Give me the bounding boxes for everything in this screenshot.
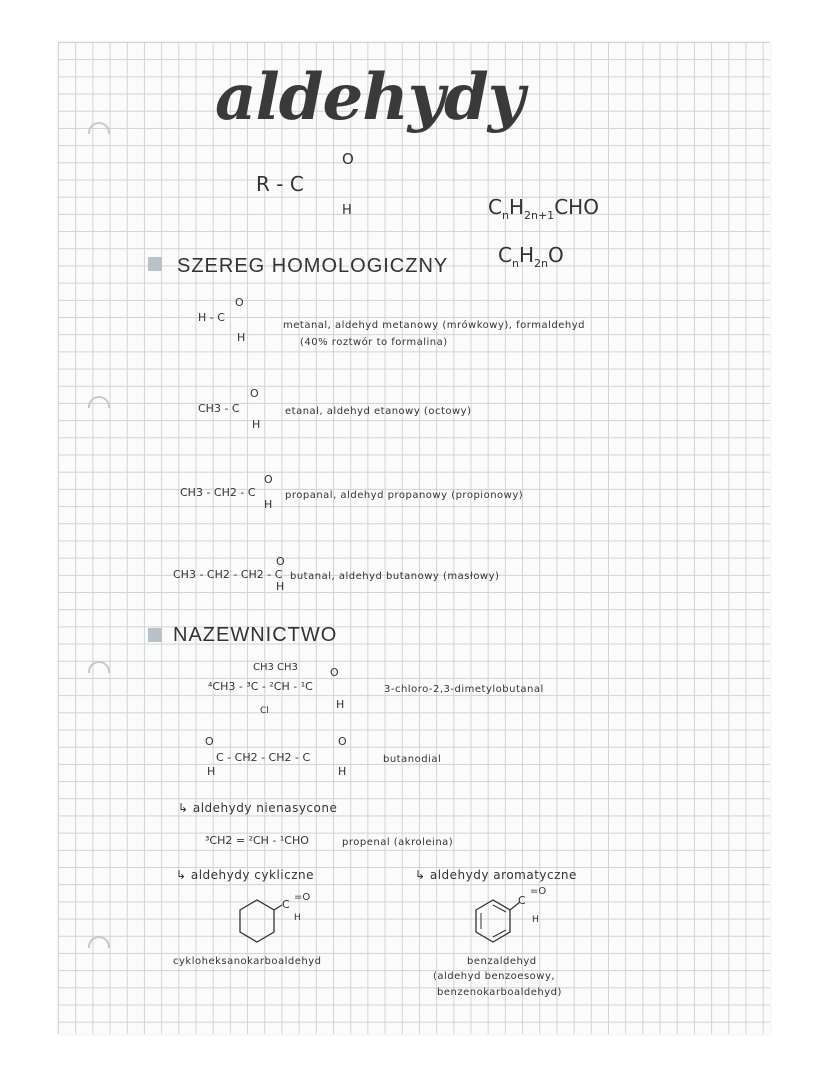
hydrogen: H [276,580,285,593]
compound-name: butanal, aldehyd butanowy (masłowy) [290,571,500,582]
substituent-groups: CH3 CH3 [253,662,298,673]
benzene-ring-drawing [468,882,548,957]
compound-name: cykloheksanokarboaldehyd [173,956,322,967]
structural-formula: ⁴CH3 - ³C - ²CH - ¹C [208,680,313,693]
hydrogen: H [264,498,273,511]
oxygen: O [342,150,354,168]
general-formula: R - C [256,172,304,196]
oxygen: O [338,735,347,748]
compound-name: 3-chloro-2,3-dimetylobutanal [384,684,544,695]
compound-alt-name: benzenokarboaldehyd) [437,987,562,998]
compound-name: butanodial [383,754,442,765]
oxygen: O [235,296,244,309]
compound-name: metanal, aldehyd metanowy (mrówkowy), formaldehyd [283,320,585,331]
svg-text:C: C [518,894,526,907]
subheading-cyclic: ↳ aldehydy cykliczne [176,868,314,882]
oxygen: O [330,666,339,679]
hydrogen: H [342,203,352,218]
structural-formula: C - CH2 - CH2 - C [216,751,311,764]
compound-name: benzaldehyd [467,956,537,967]
compound-name: propanal, aldehyd propanowy (propionowy) [285,490,524,501]
hydrogen: H [336,698,345,711]
page-title: aldehydy [215,60,524,135]
structural-formula: CH3 - CH2 - CH2 - C [173,568,283,581]
svg-text:H: H [532,915,539,925]
formula-cnh2no: $C_nH_{2n}O$ [498,243,564,270]
hydrogen: H [252,418,261,431]
compound-alt-name: (aldehyd benzoesowy, [433,971,556,982]
bullet-square [148,628,162,642]
svg-text:=O: =O [294,892,310,903]
section-heading-naming: NAZEWNICTWO [173,624,338,646]
oxygen: O [205,735,214,748]
chlorine: Cl [260,706,269,716]
oxygen: O [264,473,273,486]
svg-text:=O: =O [530,886,547,897]
subheading-unsaturated: ↳ aldehydy nienasycone [178,801,338,815]
compound-note: (40% roztwór to formalina) [300,337,448,348]
oxygen: O [250,387,259,400]
hydrogen: H [338,765,347,778]
hydrogen: H [207,765,216,778]
cyclohexane-ring-drawing [230,888,310,958]
oxygen: O [276,555,285,568]
compound-name: etanal, aldehyd etanowy (octowy) [285,406,472,417]
structural-formula: CH3 - C [198,402,240,415]
hydrogen: H [237,331,246,344]
compound-name: propenal (akroleina) [342,837,454,848]
structural-formula: H - C [198,311,225,324]
svg-text:C: C [282,898,290,911]
svg-text:H: H [294,913,301,923]
structural-formula: ³CH2 = ²CH - ¹CHO [205,834,309,847]
formula-cnh2n1cho: $C_nH_{2n+1}CHO$ [488,195,599,222]
grid-paper [58,42,770,1034]
bullet-square [148,257,162,271]
structural-formula: CH3 - CH2 - C [180,486,256,499]
section-heading-homologous: SZEREG HOMOLOGICZNY [177,255,449,277]
subheading-aromatic: ↳ aldehydy aromatyczne [415,868,577,882]
